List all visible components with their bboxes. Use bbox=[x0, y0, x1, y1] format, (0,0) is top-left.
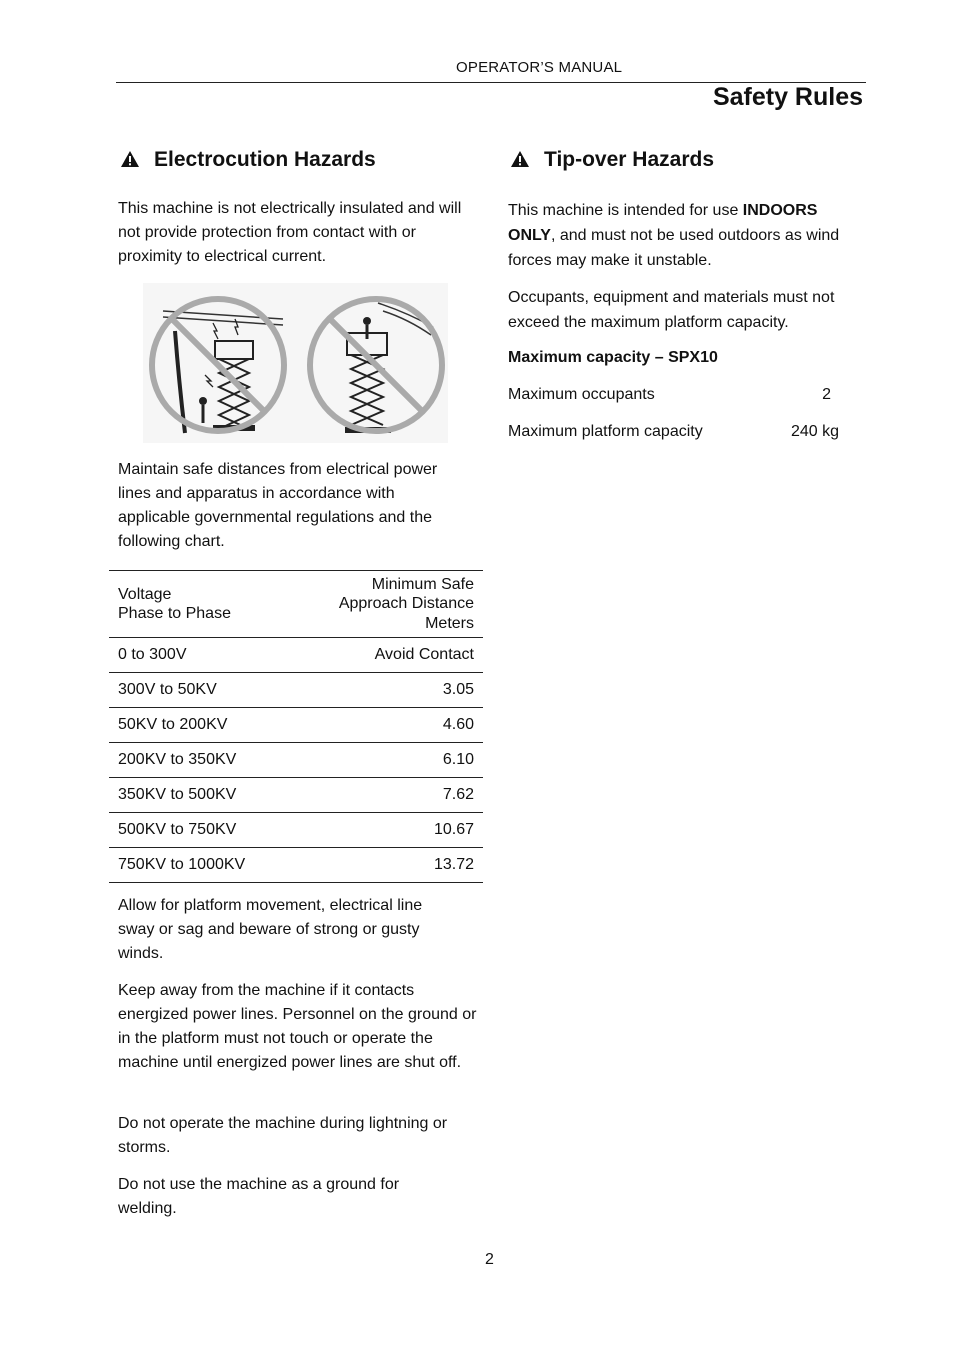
tipover-section-title bbox=[510, 148, 714, 172]
indoors-text-post: , and must not be used outdoors as wind forces may make it unstable. bbox=[508, 227, 840, 269]
capacity-title: Maximum capacity – SPX10 bbox=[508, 349, 718, 366]
capacity-value: 2 bbox=[822, 386, 831, 403]
voltage-cell: 750KV to 1000KV bbox=[109, 848, 291, 883]
indoors-only-text bbox=[508, 198, 858, 273]
voltage-cell: 500KV to 750KV bbox=[109, 813, 291, 848]
platform-movement-text: Allow for platform movement, electrical line sway or sag and beware of strong or gusty winds. bbox=[118, 897, 423, 962]
indoors-only-emphasis: INDOORS ONLY bbox=[508, 202, 818, 244]
capacity-row-platform bbox=[508, 423, 839, 441]
table-row bbox=[109, 638, 483, 673]
table-row bbox=[109, 708, 483, 743]
distance-cell: 13.72 bbox=[291, 848, 483, 883]
table-header-row bbox=[109, 571, 483, 638]
tipover-title-text: Tip-over Hazards bbox=[544, 148, 714, 171]
capacity-row-occupants bbox=[508, 386, 831, 404]
occupants-text: Occupants, equipment and materials must not exceed the maximum platform capacity. bbox=[508, 289, 835, 331]
distance-cell: 3.05 bbox=[291, 673, 483, 708]
page-number: 2 bbox=[485, 1251, 494, 1268]
electrocution-title-text: Electrocution Hazards bbox=[154, 148, 376, 171]
electrocution-illustration bbox=[143, 283, 448, 443]
page-title: Safety Rules bbox=[712, 83, 863, 111]
approach-distance-table bbox=[109, 570, 483, 883]
table-row bbox=[109, 743, 483, 778]
distance-header-line: Minimum Safe bbox=[371, 575, 474, 593]
warning-triangle-icon bbox=[120, 150, 142, 170]
electrocution-intro: This machine is not electrically insulated and will not provide protection from contact with or proximity to electrical current. bbox=[118, 200, 462, 265]
prohibited-near-power-lines-icon bbox=[152, 299, 284, 433]
lightning-text: Do not operate the machine during lightning or storms. bbox=[118, 1115, 448, 1156]
distance-cell: 10.67 bbox=[291, 813, 483, 848]
capacity-value: 240 kg bbox=[790, 423, 839, 440]
voltage-cell: 0 to 300V bbox=[109, 638, 291, 673]
voltage-header bbox=[109, 571, 291, 638]
welding-ground-text: Do not use the machine as a ground for welding. bbox=[118, 1176, 400, 1217]
prohibited-platform-near-lines-icon bbox=[310, 299, 442, 433]
table-row bbox=[109, 848, 483, 883]
running-header: OPERATOR’S MANUAL bbox=[456, 59, 623, 76]
warning-triangle-icon bbox=[510, 150, 532, 170]
distance-header-line: Meters bbox=[425, 614, 474, 632]
table-row bbox=[109, 778, 483, 813]
distance-cell: 7.62 bbox=[291, 778, 483, 813]
voltage-header-line: Voltage bbox=[118, 585, 172, 603]
distance-cell: 4.60 bbox=[291, 708, 483, 743]
distance-header-line: Approach Distance bbox=[338, 595, 474, 613]
distance-header bbox=[291, 571, 483, 638]
capacity-label: Maximum platform capacity bbox=[508, 423, 703, 440]
voltage-cell: 200KV to 350KV bbox=[109, 743, 291, 778]
voltage-header-line: Phase to Phase bbox=[118, 605, 231, 622]
electrocution-section-title bbox=[120, 148, 376, 172]
indoors-text-pre: This machine is intended for use bbox=[508, 202, 743, 219]
voltage-cell: 50KV to 200KV bbox=[109, 708, 291, 743]
distance-cell: 6.10 bbox=[291, 743, 483, 778]
voltage-cell: 350KV to 500KV bbox=[109, 778, 291, 813]
table-row bbox=[109, 813, 483, 848]
maintain-distance-text: Maintain safe distances from electrical power lines and apparatus in accordance with applicable governmental regulations and the following chart. bbox=[118, 461, 438, 550]
capacity-label: Maximum occupants bbox=[508, 386, 655, 403]
keep-away-text: Keep away from the machine if it contacts energized power lines. Personnel on the ground or in the platform must not touch or operate the machine until energized power lines are shut off. bbox=[118, 982, 477, 1071]
table-row bbox=[109, 673, 483, 708]
voltage-cell: 300V to 50KV bbox=[109, 673, 291, 708]
distance-cell: Avoid Contact bbox=[291, 638, 483, 673]
